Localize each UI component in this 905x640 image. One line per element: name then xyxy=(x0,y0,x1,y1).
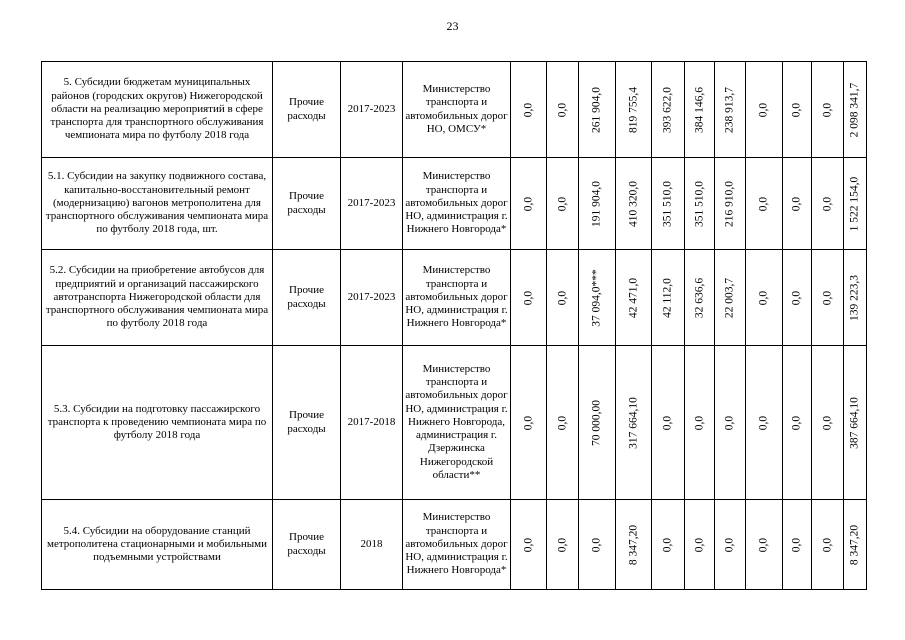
value-cell xyxy=(579,62,616,158)
value-cell xyxy=(685,158,715,250)
value-text: 0,0 xyxy=(757,196,770,211)
measure-name: 5. Субсидии бюджетам муниципальных районов (городских округов) Нижегородской области на реализацию мероприятий в сфере транспорта для транспортного обслуживания чемпионата мира по футболу 2018 года xyxy=(42,62,273,158)
value-cell xyxy=(783,158,812,250)
value-text: 0,0 xyxy=(820,196,833,211)
period: 2017-2018 xyxy=(341,346,403,500)
value-cell xyxy=(746,62,783,158)
value-text: 317 664,10 xyxy=(626,396,639,449)
value-cell xyxy=(616,500,652,590)
responsible-agency: Министерство транспорта и автомобильных дорог НО, ОМСУ* xyxy=(403,62,511,158)
value-cell xyxy=(511,500,547,590)
value-cell xyxy=(511,250,547,346)
value-text: 0,0 xyxy=(723,537,736,552)
value-text: 0,0 xyxy=(757,102,770,117)
value-text: 261 904,0 xyxy=(590,86,603,133)
value-cell xyxy=(616,62,652,158)
value-cell xyxy=(783,250,812,346)
value-text: 387 664,10 xyxy=(848,396,861,449)
value-text: 0,0 xyxy=(820,415,833,430)
responsible-agency: Министерство транспорта и автомобильных дорог НО, администрация г. Нижнего Новгорода, администрация г. Дзержинска Нижегородской области** xyxy=(403,346,511,500)
value-cell xyxy=(547,250,579,346)
value-text: 0,0 xyxy=(790,290,803,305)
value-text: 1 522 154,0 xyxy=(848,176,861,231)
value-cell xyxy=(715,500,746,590)
value-cell xyxy=(844,250,867,346)
value-text: 351 510,0 xyxy=(661,180,674,227)
value-cell xyxy=(511,158,547,250)
value-text: 0,0 xyxy=(790,102,803,117)
value-cell xyxy=(812,346,844,500)
value-cell xyxy=(844,346,867,500)
table-row xyxy=(42,500,897,590)
value-cell xyxy=(652,158,685,250)
page-number: 23 xyxy=(446,19,459,33)
value-cell xyxy=(746,346,783,500)
budget-table xyxy=(41,61,897,590)
value-cell xyxy=(746,500,783,590)
value-cell xyxy=(685,346,715,500)
value-text: 0,0 xyxy=(820,290,833,305)
value-text: 393 622,0 xyxy=(661,86,674,133)
value-cell xyxy=(579,250,616,346)
table-row xyxy=(42,158,897,250)
value-cell xyxy=(746,250,783,346)
value-text: 0,0 xyxy=(521,537,534,552)
value-cell xyxy=(715,158,746,250)
measure-name: 5.4. Субсидии на оборудование станций метрополитена стационарными и мобильными подъемными устройствами xyxy=(42,500,273,590)
value-cell xyxy=(783,346,812,500)
value-cell xyxy=(812,500,844,590)
measure-name: 5.2. Субсидии на приобретение автобусов для предприятий и организаций пассажирского автотранспорта Нижегородской области для транспортного обслуживания чемпионата мира по футболу 2018 года xyxy=(42,250,273,346)
value-text: 8 347,20 xyxy=(848,524,861,565)
measure-name: 5.3. Субсидии на подготовку пассажирского транспорта к проведению чемпионата мира по футболу 2018 года xyxy=(42,346,273,500)
value-cell xyxy=(685,500,715,590)
expense-type: Прочие расходы xyxy=(273,500,341,590)
value-text: 0,0 xyxy=(757,415,770,430)
value-text: 0,0 xyxy=(521,415,534,430)
value-text: 0,0 xyxy=(521,102,534,117)
value-text: 0,0 xyxy=(757,290,770,305)
table-row xyxy=(42,346,897,500)
period: 2018 xyxy=(341,500,403,590)
value-cell xyxy=(715,62,746,158)
value-text: 70 000,00 xyxy=(590,399,603,446)
expense-type: Прочие расходы xyxy=(273,346,341,500)
value-cell xyxy=(579,500,616,590)
value-cell xyxy=(685,250,715,346)
value-cell xyxy=(783,62,812,158)
value-text: 191 904,0 xyxy=(590,180,603,227)
period: 2017-2023 xyxy=(341,250,403,346)
value-text: 0,0 xyxy=(661,415,674,430)
value-text: 0,0 xyxy=(590,537,603,552)
value-text: 0,0 xyxy=(790,537,803,552)
value-text: 351 510,0 xyxy=(692,180,705,227)
value-text: 2 098 341,7 xyxy=(848,82,861,137)
value-text: 0,0 xyxy=(790,196,803,211)
value-text: 0,0 xyxy=(820,102,833,117)
responsible-agency: Министерство транспорта и автомобильных дорог НО, администрация г. Нижнего Новгорода* xyxy=(403,158,511,250)
value-text: 0,0 xyxy=(521,290,534,305)
value-cell xyxy=(547,158,579,250)
value-text: 0,0 xyxy=(757,537,770,552)
value-cell xyxy=(746,158,783,250)
value-cell xyxy=(812,158,844,250)
value-text: 216 910,0 xyxy=(723,180,736,227)
value-text: 410 320,0 xyxy=(626,180,639,227)
value-text: 0,0 xyxy=(555,102,568,117)
value-cell xyxy=(652,62,685,158)
value-cell xyxy=(685,62,715,158)
period: 2017-2023 xyxy=(341,158,403,250)
value-text: 0,0 xyxy=(521,196,534,211)
value-text: 819 755,4 xyxy=(626,86,639,133)
value-cell xyxy=(547,62,579,158)
value-cell xyxy=(652,500,685,590)
value-cell xyxy=(616,346,652,500)
value-cell xyxy=(547,500,579,590)
value-text: 8 347,20 xyxy=(626,524,639,565)
value-text: 32 636,6 xyxy=(692,277,705,318)
value-cell xyxy=(616,250,652,346)
expense-type: Прочие расходы xyxy=(273,250,341,346)
value-cell xyxy=(547,346,579,500)
value-text: 384 146,6 xyxy=(692,86,705,133)
value-text: 0,0 xyxy=(555,196,568,211)
value-text: 0,0 xyxy=(555,290,568,305)
value-cell xyxy=(844,62,867,158)
period: 2017-2023 xyxy=(341,62,403,158)
value-cell xyxy=(812,250,844,346)
value-cell xyxy=(579,158,616,250)
value-cell xyxy=(715,346,746,500)
table-row xyxy=(42,62,897,158)
table-row xyxy=(42,250,897,346)
value-cell xyxy=(783,500,812,590)
measure-name: 5.1. Субсидии на закупку подвижного состава, капитально-восстановительный ремонт (модернизацию) вагонов метрополитена для транспортного обслуживания чемпионата мира по футболу 2018 года, шт. xyxy=(42,158,273,250)
value-text: 0,0 xyxy=(555,415,568,430)
value-text: 0,0 xyxy=(790,415,803,430)
value-text: 0,0 xyxy=(820,537,833,552)
value-cell xyxy=(652,346,685,500)
value-cell xyxy=(579,346,616,500)
expense-type: Прочие расходы xyxy=(273,62,341,158)
value-text: 0,0 xyxy=(692,537,705,552)
value-text: 0,0 xyxy=(555,537,568,552)
responsible-agency: Министерство транспорта и автомобильных дорог НО, администрация г. Нижнего Новгорода* xyxy=(403,250,511,346)
value-text: 0,0 xyxy=(692,415,705,430)
value-text: 0,0 xyxy=(661,537,674,552)
value-text: 22 003,7 xyxy=(723,277,736,318)
value-cell xyxy=(511,346,547,500)
responsible-agency: Министерство транспорта и автомобильных дорог НО, администрация г. Нижнего Новгорода* xyxy=(403,500,511,590)
value-cell xyxy=(844,500,867,590)
value-text: 139 223,3 xyxy=(848,274,861,321)
value-cell xyxy=(715,250,746,346)
expense-type: Прочие расходы xyxy=(273,158,341,250)
value-text: 42 471,0 xyxy=(626,277,639,318)
value-cell xyxy=(616,158,652,250)
value-cell xyxy=(844,158,867,250)
value-text: 238 913,7 xyxy=(723,86,736,133)
value-text: 42 112,0 xyxy=(661,277,674,318)
value-cell xyxy=(511,62,547,158)
value-text: 37 094,0*** xyxy=(590,268,603,327)
value-cell xyxy=(812,62,844,158)
value-cell xyxy=(652,250,685,346)
value-text: 0,0 xyxy=(723,415,736,430)
